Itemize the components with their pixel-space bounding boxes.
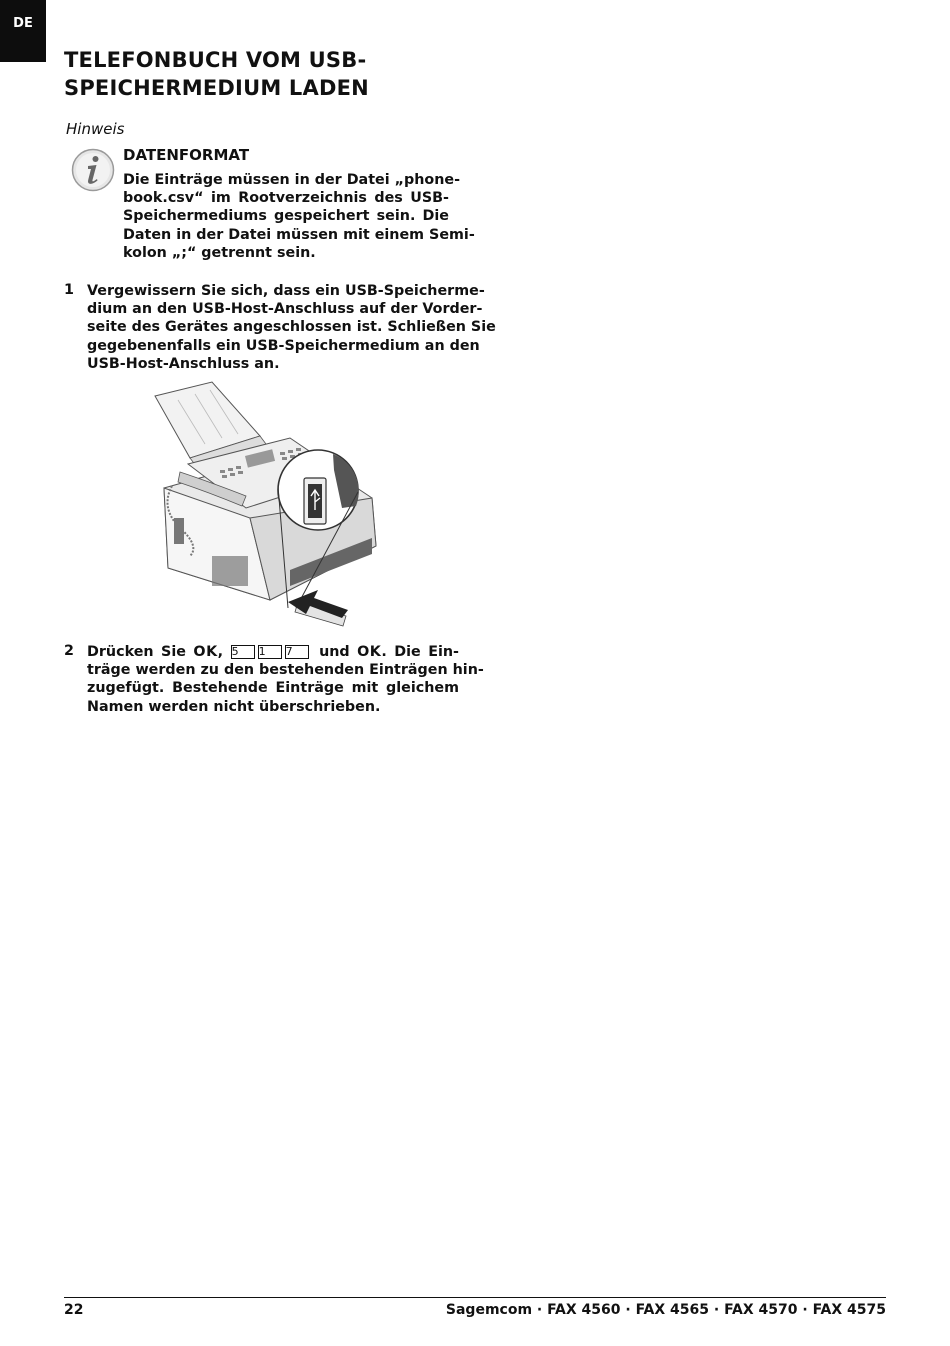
fax-usb-illustration	[150, 378, 385, 630]
note-line: book.csv“ im Rootverzeichnis des USB-	[123, 190, 449, 207]
comma-text: ,	[217, 644, 224, 660]
ok-key-label: OK	[357, 644, 382, 660]
note-heading: DATENFORMAT	[123, 146, 250, 164]
language-tab	[0, 0, 46, 62]
rest-text: . Die Ein-	[381, 644, 459, 660]
footer-product: Sagemcom · FAX 4560 · FAX 4565 · FAX 4570 · FAX 4575	[445, 1302, 886, 1318]
key-7: 7	[285, 645, 309, 659]
press-text: Drücken Sie	[87, 644, 186, 660]
page-title	[64, 46, 484, 102]
and-text: und	[319, 644, 350, 660]
step-line-with-keys	[87, 643, 459, 661]
note-text	[123, 171, 475, 262]
key-1: 1	[258, 645, 282, 659]
step-number-2: 2	[64, 643, 74, 659]
footer-divider	[64, 1297, 886, 1298]
page-number: 22	[64, 1302, 84, 1318]
note-line: Speichermediums gespeichert sein. Die	[123, 208, 449, 225]
note-line: Die Einträge müssen in der Datei „phone-	[123, 172, 461, 188]
step-line: träge werden zu den bestehenden Einträgen hin-	[87, 662, 484, 679]
step-line: USB-Host-Anschluss an.	[87, 355, 280, 372]
step-text-2	[87, 643, 484, 716]
language-label: DE	[13, 16, 33, 31]
step-line: seite des Gerätes angeschlossen ist. Schließen Sie	[87, 319, 496, 336]
step-line: dium an den USB-Host-Anschluss auf der Vorder-	[87, 301, 483, 318]
step-line: zugefügt. Bestehende Einträge mit gleichem	[87, 680, 459, 697]
note-line: kolon „;“ getrennt sein.	[123, 244, 316, 261]
ok-key-label: OK	[193, 644, 218, 660]
key-5: 5	[231, 645, 255, 659]
step-number-1: 1	[64, 282, 74, 298]
note-line: Daten in der Datei müssen mit einem Semi-	[123, 226, 475, 243]
step-line: Vergewissern Sie sich, dass ein USB-Speicherme-	[87, 283, 485, 299]
step-line: gegebenenfalls ein USB-Speichermedium an den	[87, 337, 480, 354]
step-text-1	[87, 282, 496, 373]
title-line: TELEFONBUCH VOM USB-	[64, 48, 367, 72]
info-icon	[71, 148, 115, 192]
title-line: SPEICHERMEDIUM LADEN	[64, 76, 369, 100]
step-line: Namen werden nicht überschrieben.	[87, 698, 381, 715]
note-label: Hinweis	[66, 120, 125, 138]
